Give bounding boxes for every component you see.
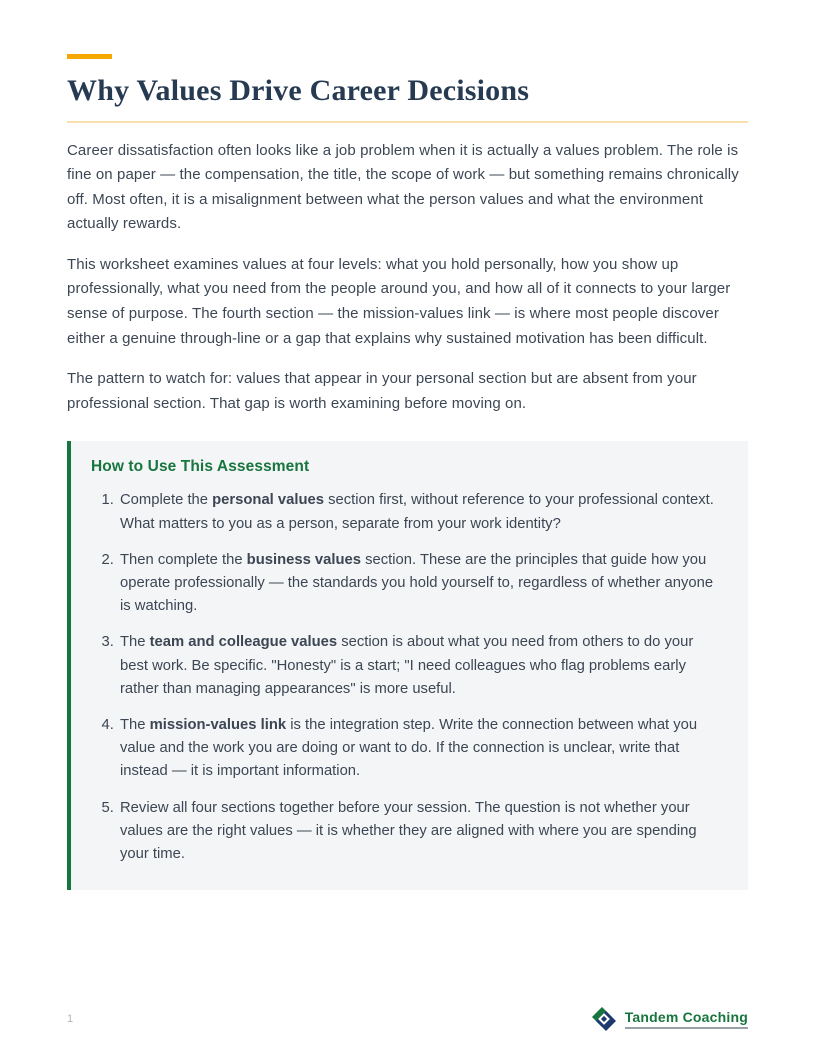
tandem-diamond-icon xyxy=(591,1006,617,1032)
title-divider-rule xyxy=(67,121,748,123)
accent-kicker-bar xyxy=(67,54,112,59)
page-title: Why Values Drive Career Decisions xyxy=(67,74,530,107)
page-number: 1 xyxy=(67,1013,74,1025)
page-footer xyxy=(67,1006,748,1032)
intro-paragraph-1: Career dissatisfaction often looks like a job problem when it is actually a values problem. The role is fine on paper — the compensation, the title, the scope of work — but something remains chronically off. Most often, it is a misalignment between what the person values and what the environment actually rewards. xyxy=(67,141,739,233)
instruction-step: 5. Review all four sections together before your session. The question is not whether your values are the right values — it is whether they are aligned with where you are spending your time. xyxy=(118,797,722,867)
instruction-step: 3. The team and colleague values section is about what you need from others to do your best work. Be specific. "Honesty" is a start; "I need colleagues who flag problems early rather than managing appearances" is more useful. xyxy=(118,631,722,701)
callout-heading: How to Use This Assessment xyxy=(91,458,310,476)
document-content xyxy=(0,54,816,890)
intro-paragraph-2: This worksheet examines values at four levels: what you hold personally, how you show up professionally, what you need from the people around you, and how all of it connects to your larger sense of purpose. The fourth section — the mission-values link — is where most people discover either a genuine through-line or a gap that explains why sustained motivation has been difficult. xyxy=(67,255,731,347)
instruction-list xyxy=(91,489,722,866)
instruction-step: 1. Complete the personal values section first, without reference to your professional context. What matters to you as a person, separate from your work identity? xyxy=(118,489,722,535)
brand-logo[interactable] xyxy=(591,1006,748,1032)
how-to-callout-box xyxy=(67,441,748,890)
brand-logo-text: Tandem Coaching xyxy=(625,1009,748,1029)
intro-paragraph-3: The pattern to watch for: values that appear in your personal section but are absent from your professional section. That gap is worth examining before moving on. xyxy=(67,370,697,412)
instruction-step: 4. The mission-values link is the integration step. Write the connection between what you value and the work you are doing or want to do. If the connection is unclear, write that instead — it is important information. xyxy=(118,714,722,784)
instruction-step: 2. Then complete the business values section. These are the principles that guide how you operate professionally — the standards you hold yourself to, regardless of whether anyone is watching. xyxy=(118,549,722,619)
